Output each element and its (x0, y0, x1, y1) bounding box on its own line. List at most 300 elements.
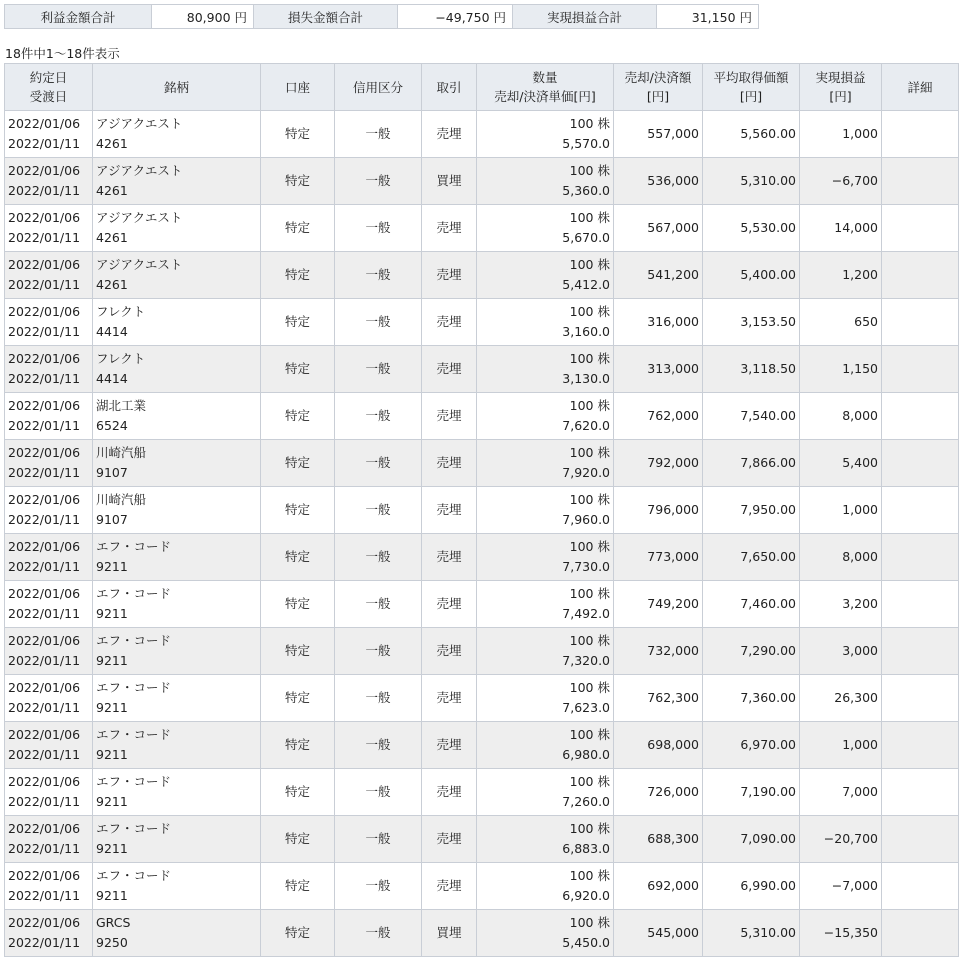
settle-date: 2022/01/11 (8, 136, 81, 151)
credit-type: 一般 (365, 784, 391, 799)
security-name: エフ・コード (96, 633, 172, 648)
pl-cell (800, 722, 882, 769)
credit-cell (335, 487, 422, 534)
header-amount-label: 売却/決済額 (624, 70, 692, 85)
trade-date: 2022/01/06 (8, 210, 81, 225)
credit-cell (335, 299, 422, 346)
settle-date: 2022/01/11 (8, 277, 81, 292)
trade-type: 売埋 (436, 831, 462, 846)
settle-date: 2022/01/11 (8, 512, 81, 527)
security-name: アジアクエスト (96, 163, 183, 178)
average-cost: 7,360.00 (740, 690, 796, 705)
avg-cost-cell (703, 111, 800, 158)
security-name: 川崎汽船 (96, 445, 147, 460)
table-row (5, 910, 959, 957)
avg-cost-cell (703, 910, 800, 957)
table-header-row (5, 64, 959, 111)
header-dates (5, 64, 93, 111)
credit-type: 一般 (365, 596, 391, 611)
account-cell (261, 628, 335, 675)
realized-pl: −20,700 (823, 831, 878, 846)
security-name: エフ・コード (96, 586, 172, 601)
credit-type: 一般 (365, 690, 391, 705)
table-body (5, 111, 959, 957)
date-cell (5, 299, 93, 346)
trade-date: 2022/01/06 (8, 539, 81, 554)
pl-cell (800, 393, 882, 440)
trade-date: 2022/01/06 (8, 868, 81, 883)
quantity-cell (477, 769, 614, 816)
quantity: 100 株 (569, 445, 610, 460)
header-amount-unit: [円] (646, 89, 670, 104)
average-cost: 7,190.00 (740, 784, 796, 799)
date-cell (5, 158, 93, 205)
realized-pl: 1,000 (842, 737, 878, 752)
table-row (5, 769, 959, 816)
table-row (5, 440, 959, 487)
trade-type: 売埋 (436, 314, 462, 329)
account-cell (261, 675, 335, 722)
trade-type: 売埋 (436, 549, 462, 564)
detail-cell[interactable] (882, 675, 959, 722)
header-pl (800, 64, 882, 111)
detail-cell[interactable] (882, 769, 959, 816)
pl-cell (800, 863, 882, 910)
credit-cell (335, 205, 422, 252)
quantity: 100 株 (569, 727, 610, 742)
date-cell (5, 487, 93, 534)
settlement-amount: 762,300 (647, 690, 699, 705)
realized-total-value: 31,150 円 (657, 5, 759, 29)
credit-cell (335, 534, 422, 581)
security-code: 4261 (96, 183, 128, 198)
quantity-cell (477, 863, 614, 910)
settlement-amount: 545,000 (647, 925, 699, 940)
avg-cost-cell (703, 675, 800, 722)
security-cell (93, 346, 261, 393)
settle-date: 2022/01/11 (8, 653, 81, 668)
header-detail: 詳細 (882, 64, 959, 111)
trade-date: 2022/01/06 (8, 915, 81, 930)
credit-cell (335, 581, 422, 628)
average-cost: 7,650.00 (740, 549, 796, 564)
security-name: フレクト (96, 304, 146, 319)
realized-pl: −6,700 (831, 173, 878, 188)
table-row (5, 158, 959, 205)
amount-cell (614, 440, 703, 487)
unit-price: 7,960.0 (562, 512, 610, 527)
security-name: エフ・コード (96, 539, 172, 554)
quantity: 100 株 (569, 821, 610, 836)
trade-date: 2022/01/06 (8, 492, 81, 507)
security-cell (93, 816, 261, 863)
trade-type: 買埋 (436, 925, 462, 940)
pl-cell (800, 158, 882, 205)
avg-cost-cell (703, 393, 800, 440)
amount-cell (614, 205, 703, 252)
detail-cell[interactable] (882, 205, 959, 252)
quantity: 100 株 (569, 774, 610, 789)
avg-cost-cell (703, 534, 800, 581)
table-row (5, 252, 959, 299)
security-code: 9211 (96, 841, 128, 856)
detail-cell[interactable] (882, 346, 959, 393)
date-cell (5, 252, 93, 299)
realized-pl: 5,400 (842, 455, 878, 470)
quantity: 100 株 (569, 398, 610, 413)
realized-pl: 7,000 (842, 784, 878, 799)
detail-cell[interactable] (882, 863, 959, 910)
unit-price: 7,260.0 (562, 794, 610, 809)
settlement-amount: 749,200 (647, 596, 699, 611)
settle-date: 2022/01/11 (8, 841, 81, 856)
date-cell (5, 111, 93, 158)
security-code: 4261 (96, 136, 128, 151)
summary-table (4, 4, 759, 29)
profit-total-label: 利益金額合計 (5, 5, 152, 29)
quantity: 100 株 (569, 868, 610, 883)
settle-date: 2022/01/11 (8, 230, 81, 245)
account-type: 特定 (284, 643, 310, 658)
security-code: 9211 (96, 653, 128, 668)
trade-cell (422, 581, 477, 628)
trade-cell (422, 863, 477, 910)
amount-cell (614, 769, 703, 816)
realized-pl: 1,000 (842, 502, 878, 517)
quantity: 100 株 (569, 351, 610, 366)
date-cell (5, 722, 93, 769)
trade-type: 売埋 (436, 408, 462, 423)
credit-cell (335, 628, 422, 675)
trade-date: 2022/01/06 (8, 163, 81, 178)
account-cell (261, 769, 335, 816)
detail-cell[interactable] (882, 252, 959, 299)
settlement-amount: 536,000 (647, 173, 699, 188)
credit-type: 一般 (365, 220, 391, 235)
security-code: 9211 (96, 888, 128, 903)
security-cell (93, 299, 261, 346)
settlement-amount: 762,000 (647, 408, 699, 423)
detail-cell[interactable] (882, 440, 959, 487)
pl-cell (800, 910, 882, 957)
security-name: アジアクエスト (96, 257, 183, 272)
credit-cell (335, 722, 422, 769)
pl-cell (800, 205, 882, 252)
account-type: 特定 (284, 502, 310, 517)
quantity-cell (477, 205, 614, 252)
security-code: 6524 (96, 418, 128, 433)
security-name: アジアクエスト (96, 116, 183, 131)
credit-cell (335, 252, 422, 299)
table-row (5, 581, 959, 628)
avg-cost-cell (703, 346, 800, 393)
detail-cell[interactable] (882, 111, 959, 158)
quantity-cell (477, 534, 614, 581)
credit-cell (335, 769, 422, 816)
trade-date: 2022/01/06 (8, 774, 81, 789)
date-cell (5, 675, 93, 722)
date-cell (5, 769, 93, 816)
security-code: 9211 (96, 700, 128, 715)
quantity-cell (477, 299, 614, 346)
detail-cell[interactable] (882, 722, 959, 769)
average-cost: 5,400.00 (740, 267, 796, 282)
account-cell (261, 205, 335, 252)
security-cell (93, 863, 261, 910)
unit-price: 5,360.0 (562, 183, 610, 198)
trade-type: 売埋 (436, 455, 462, 470)
avg-cost-cell (703, 158, 800, 205)
account-cell (261, 252, 335, 299)
account-cell (261, 581, 335, 628)
security-cell (93, 628, 261, 675)
loss-total-value: −49,750 円 (398, 5, 513, 29)
quantity: 100 株 (569, 163, 610, 178)
trade-date: 2022/01/06 (8, 633, 81, 648)
average-cost: 7,290.00 (740, 643, 796, 658)
table-row (5, 299, 959, 346)
credit-type: 一般 (365, 737, 391, 752)
trade-type: 売埋 (436, 690, 462, 705)
settlement-amount: 773,000 (647, 549, 699, 564)
unit-price: 7,620.0 (562, 418, 610, 433)
quantity: 100 株 (569, 210, 610, 225)
trade-date: 2022/01/06 (8, 445, 81, 460)
pl-cell (800, 440, 882, 487)
quantity: 100 株 (569, 116, 610, 131)
account-cell (261, 111, 335, 158)
detail-cell[interactable] (882, 487, 959, 534)
detail-cell[interactable] (882, 910, 959, 957)
quantity-cell (477, 675, 614, 722)
trade-cell (422, 111, 477, 158)
date-cell (5, 863, 93, 910)
account-type: 特定 (284, 126, 310, 141)
trade-cell (422, 722, 477, 769)
avg-cost-cell (703, 863, 800, 910)
summary-row (5, 5, 759, 29)
credit-type: 一般 (365, 643, 391, 658)
detail-cell[interactable] (882, 393, 959, 440)
account-type: 特定 (284, 690, 310, 705)
average-cost: 6,970.00 (740, 737, 796, 752)
credit-type: 一般 (365, 361, 391, 376)
account-type: 特定 (284, 173, 310, 188)
credit-type: 一般 (365, 408, 391, 423)
settle-date: 2022/01/11 (8, 418, 81, 433)
security-name: エフ・コード (96, 868, 172, 883)
credit-cell (335, 816, 422, 863)
settle-date: 2022/01/11 (8, 747, 81, 762)
trade-cell (422, 393, 477, 440)
credit-type: 一般 (365, 502, 391, 517)
quantity: 100 株 (569, 586, 610, 601)
settlement-amount: 698,000 (647, 737, 699, 752)
quantity: 100 株 (569, 304, 610, 319)
pl-cell (800, 581, 882, 628)
loss-total-label: 損失金額合計 (254, 5, 398, 29)
average-cost: 3,118.50 (740, 361, 796, 376)
unit-price: 3,130.0 (562, 371, 610, 386)
security-name: エフ・コード (96, 821, 172, 836)
date-cell (5, 581, 93, 628)
pl-cell (800, 346, 882, 393)
amount-cell (614, 393, 703, 440)
settlement-amount: 692,000 (647, 878, 699, 893)
header-account: 口座 (261, 64, 335, 111)
header-unit-price-label: 売却/決済単価[円] (494, 89, 596, 104)
detail-cell[interactable] (882, 158, 959, 205)
security-name: エフ・コード (96, 727, 172, 742)
credit-type: 一般 (365, 878, 391, 893)
table-row (5, 393, 959, 440)
security-code: 4261 (96, 230, 128, 245)
trade-date: 2022/01/06 (8, 116, 81, 131)
detail-cell[interactable] (882, 816, 959, 863)
settlement-amount: 313,000 (647, 361, 699, 376)
avg-cost-cell (703, 440, 800, 487)
quantity-cell (477, 487, 614, 534)
account-cell (261, 863, 335, 910)
settle-date: 2022/01/11 (8, 371, 81, 386)
realized-pl: −15,350 (823, 925, 878, 940)
realized-pl: 650 (854, 314, 878, 329)
unit-price: 7,623.0 (562, 700, 610, 715)
header-name: 銘柄 (93, 64, 261, 111)
detail-cell[interactable] (882, 581, 959, 628)
credit-cell (335, 440, 422, 487)
trade-date: 2022/01/06 (8, 398, 81, 413)
pl-cell (800, 299, 882, 346)
quantity-cell (477, 722, 614, 769)
detail-cell[interactable] (882, 534, 959, 581)
unit-price: 5,450.0 (562, 935, 610, 950)
amount-cell (614, 534, 703, 581)
credit-cell (335, 111, 422, 158)
credit-cell (335, 346, 422, 393)
header-credit: 信用区分 (335, 64, 422, 111)
account-cell (261, 816, 335, 863)
avg-cost-cell (703, 252, 800, 299)
settle-date: 2022/01/11 (8, 324, 81, 339)
pl-cell (800, 534, 882, 581)
amount-cell (614, 158, 703, 205)
date-cell (5, 205, 93, 252)
credit-cell (335, 393, 422, 440)
trade-type: 売埋 (436, 126, 462, 141)
trade-date: 2022/01/06 (8, 680, 81, 695)
table-row (5, 816, 959, 863)
unit-price: 7,320.0 (562, 653, 610, 668)
realized-total-label: 実現損益合計 (513, 5, 657, 29)
account-cell (261, 158, 335, 205)
detail-cell[interactable] (882, 299, 959, 346)
header-quantity (477, 64, 614, 111)
date-cell (5, 816, 93, 863)
security-code: 4414 (96, 324, 128, 339)
trade-type: 売埋 (436, 737, 462, 752)
amount-cell (614, 581, 703, 628)
pl-cell (800, 628, 882, 675)
pl-cell (800, 111, 882, 158)
security-cell (93, 252, 261, 299)
amount-cell (614, 111, 703, 158)
trade-cell (422, 440, 477, 487)
trade-date: 2022/01/06 (8, 257, 81, 272)
account-type: 特定 (284, 784, 310, 799)
trade-cell (422, 205, 477, 252)
average-cost: 3,153.50 (740, 314, 796, 329)
realized-pl: 1,150 (842, 361, 878, 376)
account-cell (261, 487, 335, 534)
trade-cell (422, 769, 477, 816)
account-type: 特定 (284, 549, 310, 564)
settlement-amount: 732,000 (647, 643, 699, 658)
average-cost: 7,540.00 (740, 408, 796, 423)
credit-type: 一般 (365, 126, 391, 141)
security-cell (93, 769, 261, 816)
account-type: 特定 (284, 596, 310, 611)
quantity: 100 株 (569, 633, 610, 648)
settle-date: 2022/01/11 (8, 183, 81, 198)
trade-date: 2022/01/06 (8, 304, 81, 319)
settle-date: 2022/01/11 (8, 700, 81, 715)
realized-pl: 1,000 (842, 126, 878, 141)
quantity-cell (477, 252, 614, 299)
security-cell (93, 205, 261, 252)
credit-type: 一般 (365, 267, 391, 282)
security-cell (93, 581, 261, 628)
account-type: 特定 (284, 267, 310, 282)
trade-cell (422, 252, 477, 299)
date-cell (5, 440, 93, 487)
quantity-cell (477, 111, 614, 158)
trade-type: 売埋 (436, 784, 462, 799)
trade-cell (422, 299, 477, 346)
pl-cell (800, 769, 882, 816)
table-row (5, 722, 959, 769)
trade-cell (422, 628, 477, 675)
quantity-cell (477, 158, 614, 205)
quantity-cell (477, 910, 614, 957)
date-cell (5, 910, 93, 957)
average-cost: 7,090.00 (740, 831, 796, 846)
realized-pl: 3,200 (842, 596, 878, 611)
header-trade: 取引 (422, 64, 477, 111)
detail-cell[interactable] (882, 628, 959, 675)
trade-type: 売埋 (436, 361, 462, 376)
trade-type: 売埋 (436, 220, 462, 235)
settlement-amount: 688,300 (647, 831, 699, 846)
unit-price: 5,412.0 (562, 277, 610, 292)
account-cell (261, 440, 335, 487)
security-name: フレクト (96, 351, 146, 366)
table-row (5, 205, 959, 252)
average-cost: 5,560.00 (740, 126, 796, 141)
credit-cell (335, 910, 422, 957)
settlement-amount: 792,000 (647, 455, 699, 470)
table-row (5, 628, 959, 675)
amount-cell (614, 816, 703, 863)
header-pl-label: 実現損益 (815, 70, 866, 85)
header-amount (614, 64, 703, 111)
amount-cell (614, 487, 703, 534)
credit-type: 一般 (365, 455, 391, 470)
table-row (5, 534, 959, 581)
realized-pl: 14,000 (834, 220, 878, 235)
quantity: 100 株 (569, 915, 610, 930)
trade-cell (422, 816, 477, 863)
